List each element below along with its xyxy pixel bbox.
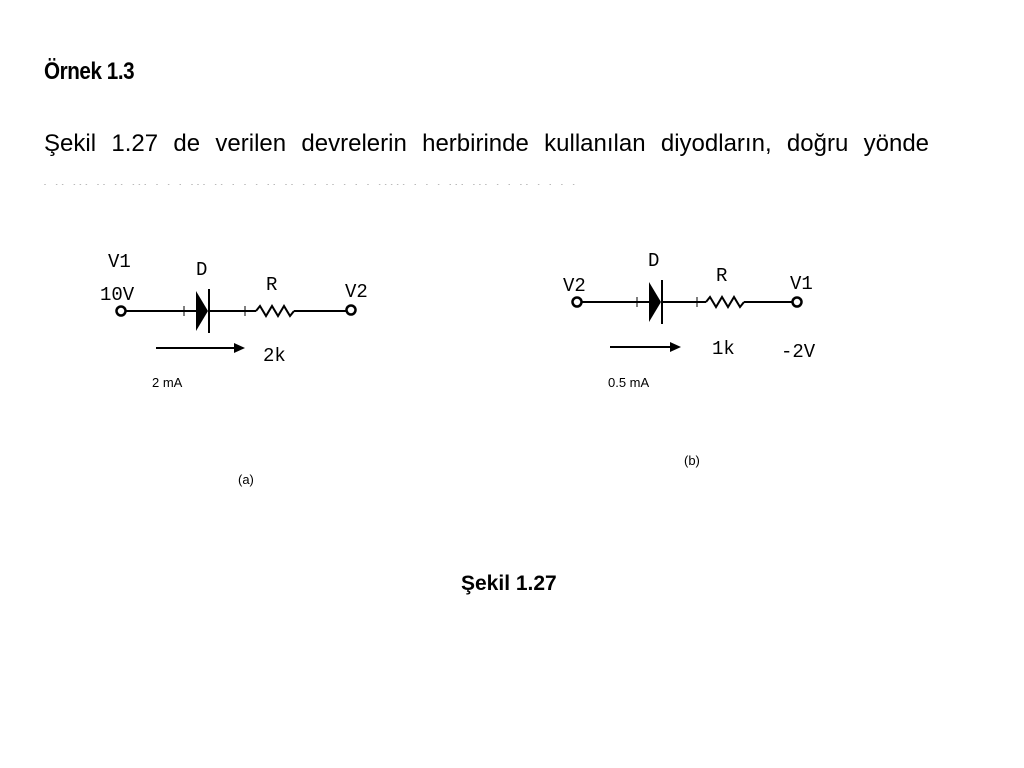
paragraph-word: doğru [786,130,849,157]
label-current-b: 0.5 mA [608,375,650,390]
current-arrow-a-icon [234,343,245,353]
terminal-v1-a [117,307,126,316]
terminal-v1-b [793,298,802,307]
paragraph-word: Şekil [44,130,97,157]
diode-b-icon [649,282,661,322]
label-v1-value-b: -2V [781,341,816,363]
paragraph-word: 1.27 [111,130,159,157]
label-diode-b: D [648,250,660,272]
paragraph-word: kullanılan [544,130,646,157]
label-v1-value-a: 10V [100,284,135,306]
label-current-a: 2 mA [152,375,183,390]
diode-a-icon [196,291,208,331]
label-v2-a: V2 [345,281,368,303]
circuit-b [563,250,816,468]
label-v1-b: V1 [790,273,813,295]
circuit-a [100,251,368,487]
label-resistor-a: R [266,274,278,296]
paragraph-word: verilen [215,130,287,157]
caption-a: (a) [238,472,254,487]
label-resistor-b: R [716,265,728,287]
resistor-a-icon [256,306,294,316]
caption-b: (b) [684,453,700,468]
resistor-b-icon [706,297,744,307]
label-resistor-value-a: 2k [263,345,286,367]
label-diode-a: D [196,259,208,281]
paragraph-word: yönde [863,130,930,157]
paragraph-word: devrelerin [301,130,407,157]
label-v1-a: V1 [108,251,131,273]
label-resistor-value-b: 1k [712,338,735,360]
terminal-v2-a [347,306,356,315]
figure-caption: Şekil 1.27 [461,572,557,595]
example-heading: Örnek 1.3 [44,58,135,85]
paragraph-word: de [173,130,201,157]
paragraph-word: diyodların, [660,130,772,157]
terminal-v2-b [573,298,582,307]
paragraph-cut-line: - -- --- -- -- --- - - - --- -- - - - -- -- - - -- - - - ----- - - - --- --- - - -- - - - - [44,182,579,188]
paragraph-word: herbirinde [422,130,529,157]
current-arrow-b-icon [670,342,681,352]
label-v2-b: V2 [563,275,586,297]
